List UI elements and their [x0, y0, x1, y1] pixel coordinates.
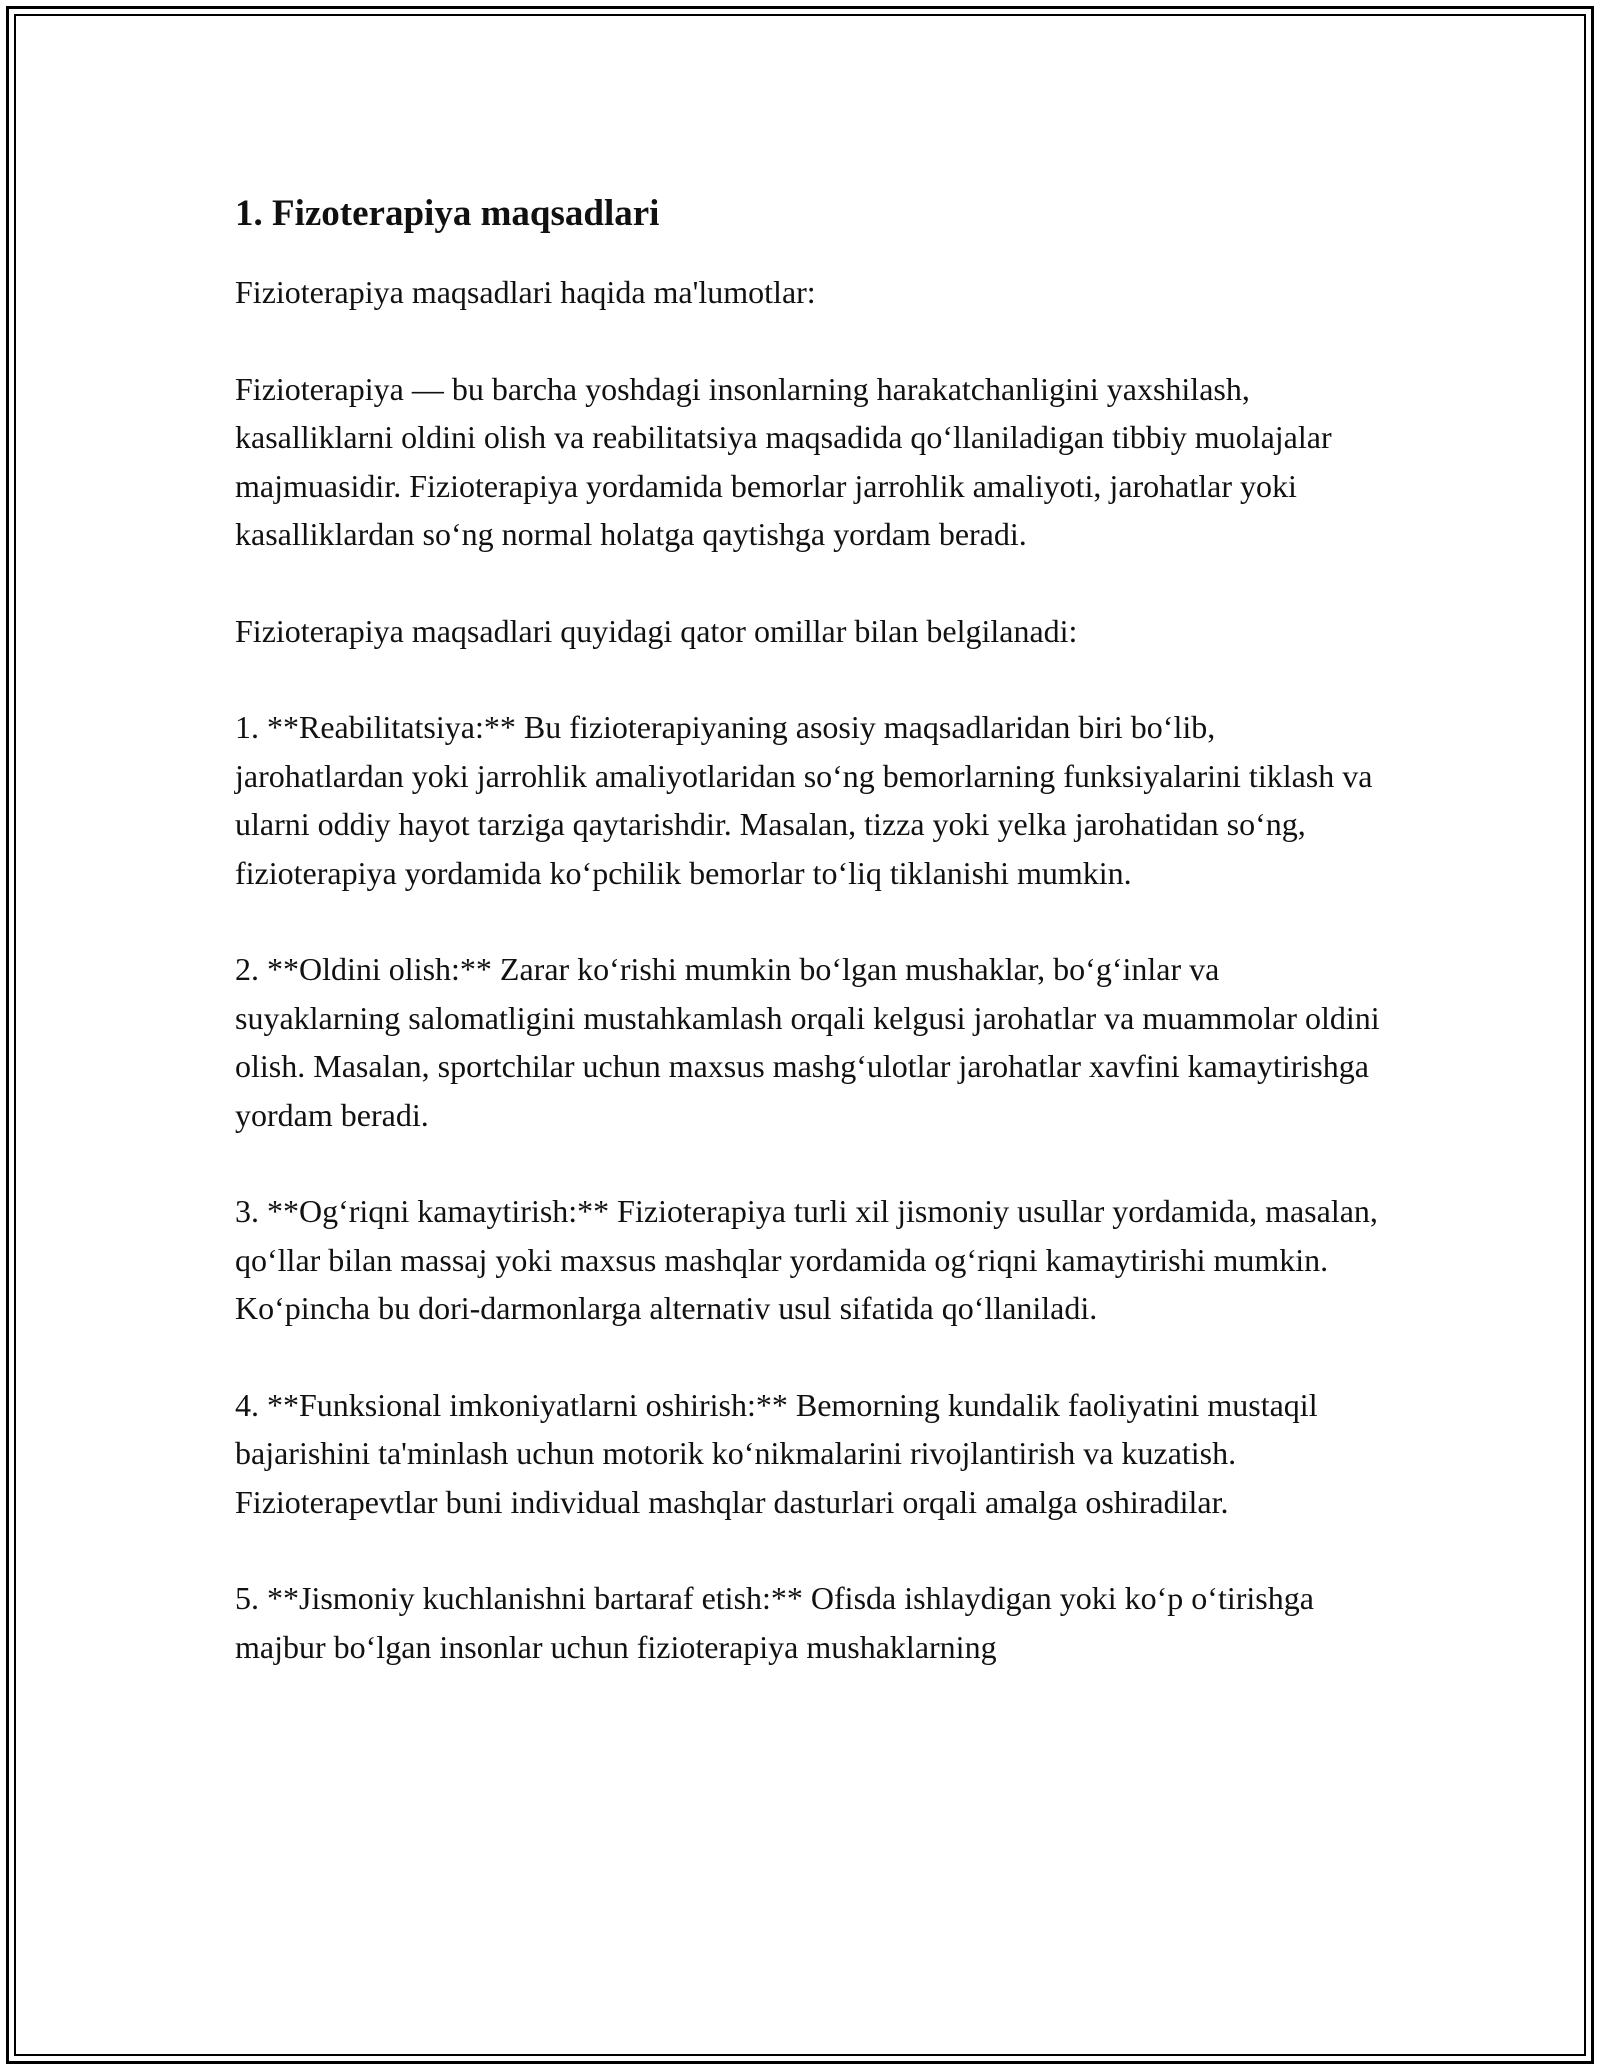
list-item-physical-tension: 5. **Jismoniy kuchlanishni bartaraf etish:** Ofisda ishlaydigan yoki ko‘p o‘tirishga majbur bo‘lgan insonlar uchun fizioterapiya mushaklarning: [235, 1580, 1314, 1665]
intro-paragraph: Fizioterapiya maqsadlari haqida ma'lumotlar:: [235, 274, 816, 310]
list-item-prevention: 2. **Oldini olish:** Zarar ko‘rishi mumkin bo‘lgan mushaklar, bo‘g‘inlar va suyaklarning salomatligini mustahkamlash orqali kelgusi jarohatlar va muammolar oldini olish. Masalan, sportchilar uchun maxsus mashg‘ulotlar jarohatlar xavfini kamaytirishga yordam beradi.: [235, 951, 1380, 1133]
list-item-functional-abilities: 4. **Funksional imkoniyatlarni oshirish:** Bemorning kundalik faoliyatini mustaqil bajarishini ta'minlash uchun motorik ko‘nikmalarini rivojlantirish va kuzatish. Fizioterapevtlar buni individual mashqlar dasturlari orqali amalga oshiradilar.: [235, 1386, 1318, 1520]
list-item-rehabilitation: 1. **Reabilitatsiya:** Bu fizioterapiyaning asosiy maqsadlaridan biri bo‘lib, jarohatlardan yoki jarrohlik amaliyotlaridan so‘ng bemorlarning funksiyalarini tiklash va ularni oddiy hayot tarziga qaytarishdir. Masalan, tizza yoki yelka jarohatidan so‘ng, fizioterapiya yordamida ko‘pchilik bemorlar to‘liq tiklanishi mumkin.: [235, 709, 1373, 891]
definition-paragraph: Fizioterapiya — bu barcha yoshdagi insonlarning harakatchanligini yaxshilash, kasalliklarni oldini olish va reabilitatsiya maqsadida qo‘llaniladigan tibbiy muolajalar majmuasidir. Fizioterapiya yordamida bemorlar jarrohlik amaliyoti, jarohatlar yoki kasalliklardan so‘ng normal holatga qaytishga yordam beradi.: [235, 370, 1332, 552]
section-heading: 1. Fizoterapiya maqsadlari: [235, 193, 660, 234]
document-body: [235, 186, 1385, 1719]
list-item-pain-reduction: 3. **Og‘riqni kamaytirish:** Fizioterapiya turli xil jismoniy usullar yordamida, masalan, qo‘llar bilan massaj yoki maxsus mashqlar yordamida og‘riqni kamaytirishi mumkin. Ko‘pincha bu dori-darmonlarga alternativ usul sifatida qo‘llaniladi.: [235, 1193, 1378, 1326]
list-intro-paragraph: Fizioterapiya maqsadlari quyidagi qator omillar bilan belgilanadi:: [235, 612, 1078, 649]
